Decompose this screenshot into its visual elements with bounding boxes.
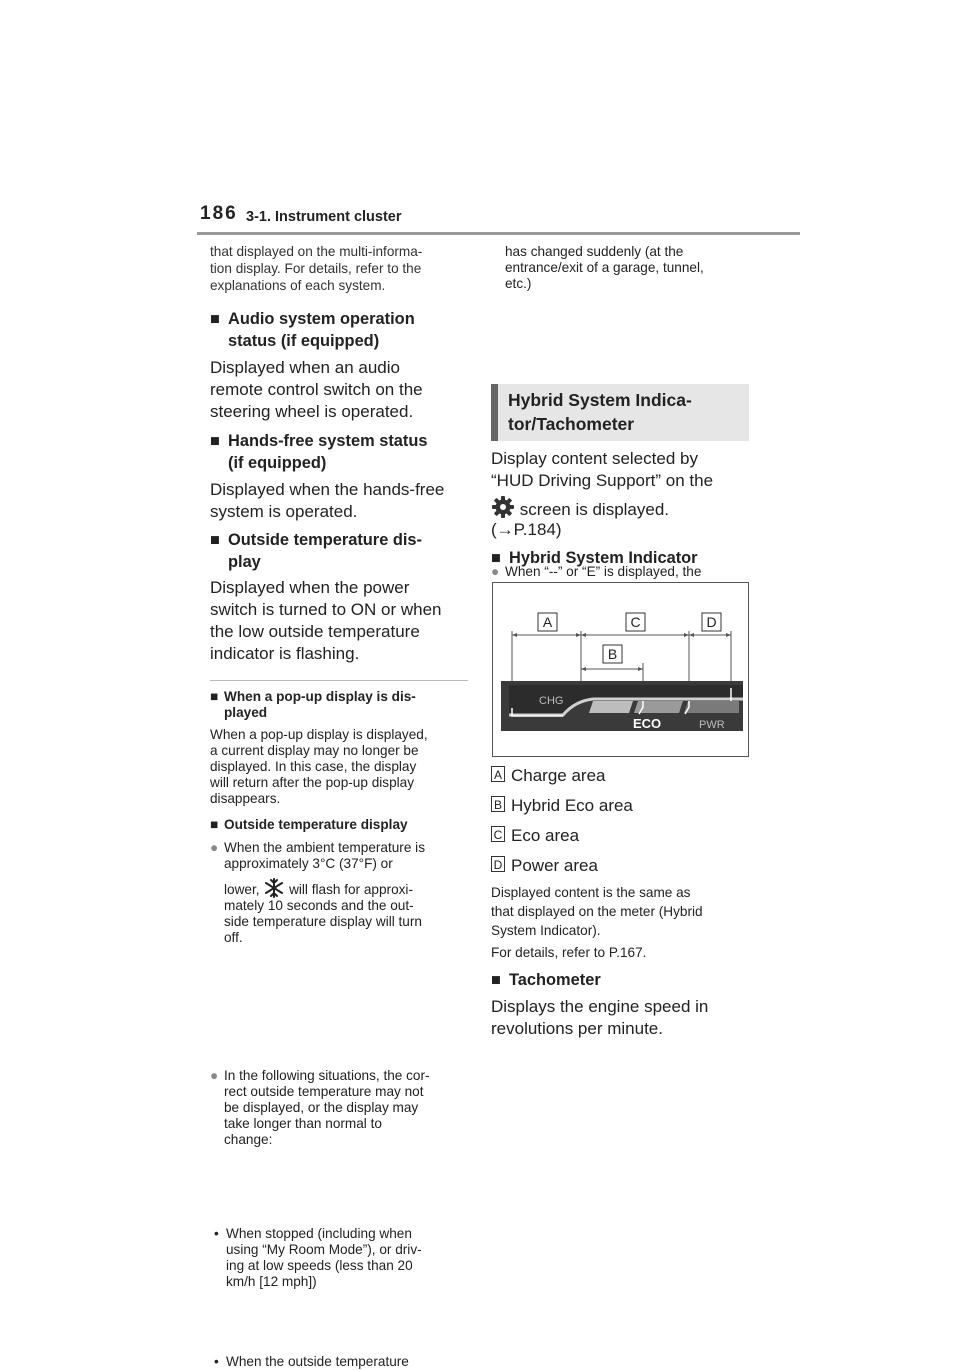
label-b: B <box>607 646 618 662</box>
otd-heading: ■ Outside temperature display <box>210 817 408 832</box>
popup-body: When a pop-up display is displayed, a current display may no longer be displayed. In this case, the display will return after the pop-up display disappears. <box>210 727 428 806</box>
dash-outside-temp: • When the outside temperature <box>214 1354 409 1369</box>
legend-b: B Hybrid Eco area <box>491 795 749 825</box>
chg-label: CHG <box>539 695 564 707</box>
hybrid-heading-box <box>491 384 749 441</box>
outside-temp-heading: ■ Outside temperature dis- play <box>210 531 422 571</box>
label-a: A <box>542 614 553 630</box>
label-c: C <box>630 614 641 630</box>
outside-temp-body: Displayed when the power switch is turned to ON or when the low outside temperature indicator is flashing. <box>210 578 442 663</box>
section-title: 3-1. Instrument cluster <box>246 209 402 225</box>
header-rule <box>197 232 800 235</box>
continued-text: has changed suddenly (at the entrance/exit of a garage, tunnel, etc.) <box>505 244 704 291</box>
intro-text: that displayed on the multi-informa- tion display. For details, refer to the explanations of each system. <box>210 244 423 293</box>
dash-stopped: • When stopped (including when using “My Room Mode”), or driv- ing at low speeds (less than 20 km/h [12 mph]) <box>214 1226 422 1289</box>
bullet-malfunction: ● When “--” or “E” is displayed, the <box>491 564 702 579</box>
bullet-ambient-temp: ● When the ambient temperature is approximately 3°C (37°F) or lower, will flash for approxi- mately 10 seconds and the out- side temperature display will turn off. <box>210 840 425 945</box>
audio-heading: ■ Audio system operation status (if equipped) <box>210 310 415 350</box>
legend-a: A Charge area <box>491 765 749 795</box>
eco-label: ECO <box>633 716 662 731</box>
page-number: 186 <box>200 203 238 224</box>
bullet-situations: ● In the following situations, the cor- rect outside temperature may not be displayed, or the display may take longer than normal to change: <box>210 1068 430 1147</box>
hands-free-heading: ■ Hands-free system status (if equipped) <box>210 432 428 472</box>
legend-c: C Eco area <box>491 825 749 855</box>
note-ref: For details, refer to P.167. <box>491 945 647 960</box>
audio-body: Displayed when an audio remote control switch on the steering wheel is operated. <box>210 358 423 421</box>
pwr-label: PWR <box>699 719 725 731</box>
tachometer-heading: ■ Tachometer <box>491 971 601 989</box>
legend-list <box>491 765 749 885</box>
label-d: D <box>706 614 717 630</box>
hands-free-body: Displayed when the hands-free system is operated. <box>210 480 445 521</box>
page-ref: (→P.184) <box>491 520 562 539</box>
hsi-heading: ■ Hybrid System Indicator <box>491 549 698 567</box>
legend-d: D Power area <box>491 855 749 885</box>
divider <box>210 680 468 681</box>
tachometer-body: Displays the engine speed in revolutions per minute. <box>491 997 709 1038</box>
hybrid-indicator-figure <box>492 582 749 757</box>
popup-heading: ■ When a pop-up display is dis- played <box>210 689 416 720</box>
display-content-text: Display content selected by “HUD Driving Support” on the <box>491 449 714 490</box>
note-text: Displayed content is the same as that displayed on the meter (Hybrid System Indicator). <box>491 885 703 938</box>
display-content-line: screen is displayed. <box>491 495 749 521</box>
hybrid-heading: Hybrid System Indica- tor/Tachometer <box>508 390 692 434</box>
